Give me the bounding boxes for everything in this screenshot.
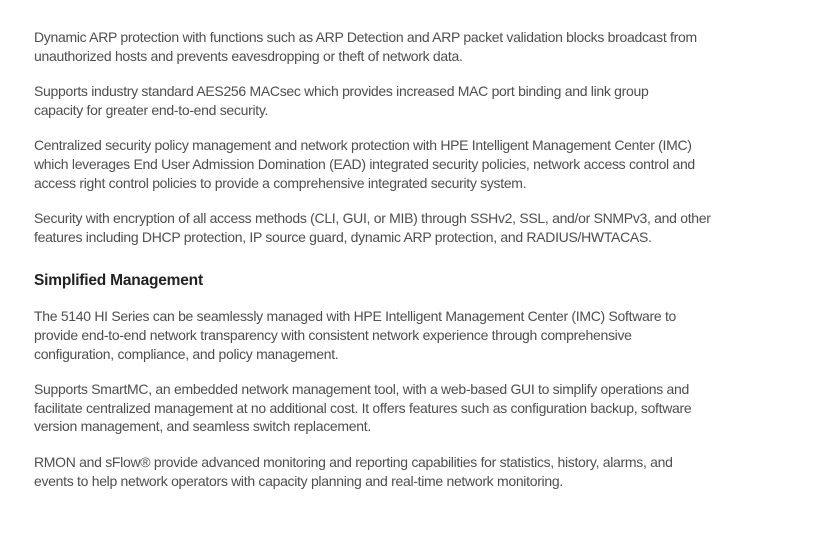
paragraph-encryption (34, 209, 812, 246)
section-heading-simplified-management: Simplified Management (34, 272, 203, 290)
document-body (34, 28, 812, 490)
paragraph-dynamic-arp (34, 28, 812, 65)
text-line: Supports industry standard AES256 MACsec which provides increased MAC port binding and link group (34, 83, 649, 100)
text-line: RMON and sFlow® provide advanced monitoring and reporting capabilities for statistics, history, alarms, and (34, 453, 673, 470)
text-line: Dynamic ARP protection with functions such as ARP Detection and ARP packet validation blocks broadcast from (34, 29, 697, 45)
text-line: which leverages End User Admission Domination (EAD) integrated security policies, network access control and (34, 155, 695, 172)
paragraph-imc-software (34, 307, 812, 363)
text-line: provide end-to-end network transparency with consistent network experience through comprehensive (34, 326, 632, 343)
text-line: Security with encryption of all access methods (CLI, GUI, or MIB) through SSHv2, SSL, and/or SNMPv3, and other (34, 210, 711, 227)
text-line: Centralized security policy management and network protection with HPE Intelligent Management Center (IMC) (34, 137, 692, 154)
paragraph-smartmc (34, 380, 812, 436)
text-line: features including DHCP protection, IP source guard, dynamic ARP protection, and RADIUS/HWTACAS. (34, 228, 652, 245)
text-line: access right control policies to provide a comprehensive integrated security system. (34, 174, 527, 191)
text-line: Supports SmartMC, an embedded network management tool, with a web-based GUI to simplify operations and (34, 381, 689, 398)
text-line: facilitate centralized management at no additional cost. It offers features such as configuration backup, software (34, 399, 692, 416)
text-line: configuration, compliance, and policy management. (34, 345, 339, 362)
text-line: capacity for greater end-to-end security. (34, 101, 269, 118)
paragraph-rmon-sflow (34, 453, 812, 490)
paragraph-centralized-security (34, 136, 812, 192)
text-line: The 5140 HI Series can be seamlessly managed with HPE Intelligent Management Center (IMC) Software to (34, 308, 677, 325)
text-line: events to help network operators with capacity planning and real-time network monitoring. (34, 472, 563, 489)
text-line: unauthorized hosts and prevents eavesdropping or theft of network data. (34, 47, 463, 64)
text-line: version management, and seamless switch replacement. (34, 418, 371, 435)
paragraph-macsec (34, 82, 812, 119)
